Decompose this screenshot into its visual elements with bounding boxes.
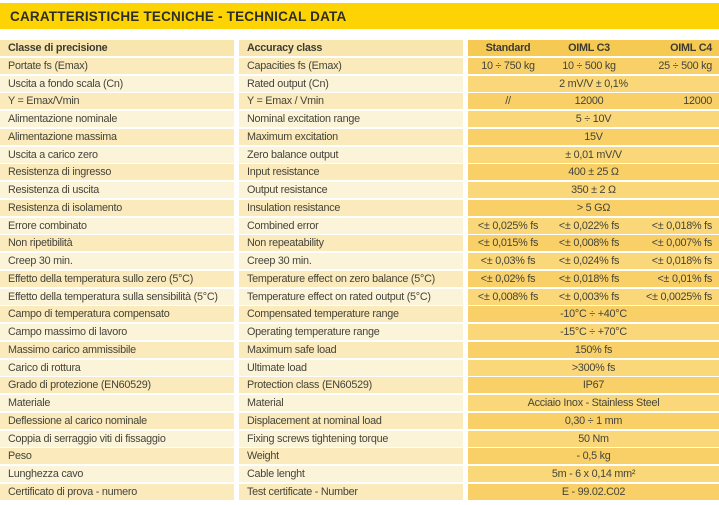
- value-oiml-c4: <± 0,01% fs: [657, 272, 712, 285]
- value-all-classes: 50 Nm: [578, 432, 609, 445]
- row-label-english: Capacities fs (Emax): [239, 58, 463, 74]
- row-label-english: Y = Emax / Vmin: [239, 93, 463, 109]
- value-standard: //: [505, 95, 511, 108]
- table-row: [0, 466, 719, 482]
- row-label-italian: Massimo carico ammissibile: [0, 342, 234, 358]
- value-all-classes: > 5 GΩ: [576, 201, 611, 214]
- row-values: [468, 466, 719, 482]
- row-label-english: Test certificate - Number: [239, 484, 463, 500]
- table-row: [0, 200, 719, 216]
- value-all-classes: >300% fs: [571, 361, 616, 374]
- row-values: [468, 413, 719, 429]
- row-label-english: Cable lenght: [239, 466, 463, 482]
- header-oiml-c4: OIML C4: [670, 42, 712, 54]
- table-row: [0, 324, 719, 340]
- row-label-italian: Campo di temperatura compensato: [0, 306, 234, 322]
- value-oiml-c3: <± 0,018% fs: [558, 272, 620, 285]
- row-label-english: Temperature effect on rated output (5°C): [239, 289, 463, 305]
- row-values: [468, 360, 719, 376]
- value-standard: <± 0,008% fs: [477, 290, 539, 303]
- value-oiml-c3: <± 0,008% fs: [558, 237, 620, 250]
- row-label-italian: Resistenza di isolamento: [0, 200, 234, 216]
- table-row: [0, 218, 719, 234]
- row-label-english: Weight: [239, 448, 463, 464]
- table-row: [0, 431, 719, 447]
- row-label-italian: Creep 30 min.: [0, 253, 234, 269]
- table-row: [0, 93, 719, 109]
- row-values: [468, 93, 719, 109]
- value-all-classes: 5m - 6 x 0,14 mm²: [551, 468, 636, 480]
- row-values: [468, 395, 719, 411]
- page-title: CARATTERISTICHE TECNICHE - TECHNICAL DATA: [10, 8, 347, 24]
- value-all-classes: 0,30 ÷ 1 mm: [564, 414, 623, 427]
- value-oiml-c4: <± 0,0025% fs: [645, 290, 712, 303]
- table-row: [0, 413, 719, 429]
- value-all-classes: 400 ± 25 Ω: [568, 166, 619, 179]
- table-row: [0, 342, 719, 358]
- value-standard: <± 0,025% fs: [477, 219, 539, 232]
- row-values: [468, 76, 719, 92]
- row-label-italian: Materiale: [0, 395, 234, 411]
- row-label-italian: Alimentazione nominale: [0, 111, 234, 127]
- value-standard: <± 0,015% fs: [477, 237, 539, 250]
- row-values: [468, 147, 719, 163]
- header-oiml-c3: OIML C3: [568, 42, 610, 54]
- value-standard: 10 ÷ 750 kg: [481, 59, 535, 72]
- row-label-italian: Effetto della temperatura sullo zero (5°C): [0, 271, 234, 287]
- row-label-english: Displacement at nominal load: [239, 413, 463, 429]
- row-values: [468, 289, 719, 305]
- row-label-italian: Portate fs (Emax): [0, 58, 234, 74]
- row-label-italian: Y = Emax/Vmin: [0, 93, 234, 109]
- value-standard: <± 0,03% fs: [480, 255, 536, 267]
- row-label-english: Nominal excitation range: [239, 111, 463, 127]
- row-label-italian: Resistenza di uscita: [0, 182, 234, 198]
- technical-data-table: [0, 40, 719, 500]
- value-oiml-c4: <± 0,007% fs: [651, 237, 712, 250]
- row-label-english: Zero balance output: [239, 147, 463, 163]
- row-label-italian: Lunghezza cavo: [0, 466, 234, 482]
- row-values: [468, 129, 719, 145]
- row-values: [468, 200, 719, 216]
- table-row: [0, 377, 719, 393]
- table-row: [0, 289, 719, 305]
- row-values: [468, 253, 719, 269]
- row-label-italian: Deflessione al carico nominale: [0, 413, 234, 429]
- table-row: [0, 182, 719, 198]
- row-values: [468, 431, 719, 447]
- row-label-english: Non repeatability: [239, 235, 463, 251]
- table-row: [0, 360, 719, 376]
- value-all-classes: E - 99.02.C02: [561, 485, 626, 498]
- value-oiml-c4: 25 ÷ 500 kg: [658, 59, 712, 72]
- row-values: [468, 218, 719, 234]
- header-standard: Standard: [485, 42, 531, 54]
- table-row: [0, 271, 719, 287]
- row-label-english: Input resistance: [239, 164, 463, 180]
- table-row: [0, 147, 719, 163]
- value-all-classes: 15V: [584, 130, 603, 143]
- value-all-classes: Acciaio Inox - Stainless Steel: [527, 397, 660, 409]
- table-row: [0, 164, 719, 180]
- table-row: [0, 306, 719, 322]
- value-oiml-c3: <± 0,024% fs: [558, 255, 620, 267]
- row-values: [468, 342, 719, 358]
- value-oiml-c3: <± 0,022% fs: [558, 219, 620, 232]
- row-label-english: Protection class (EN60529): [239, 377, 463, 393]
- row-label-italian: Carico di rottura: [0, 360, 234, 376]
- row-label-english: Operating temperature range: [239, 324, 463, 340]
- value-all-classes: 5 ÷ 10V: [575, 113, 612, 125]
- table-row: [0, 76, 719, 92]
- value-all-classes: -15°C ÷ +70°C: [560, 326, 627, 338]
- row-values: [468, 484, 719, 500]
- value-all-classes: - 0,5 kg: [576, 450, 611, 463]
- value-oiml-c4: <± 0,018% fs: [651, 255, 712, 267]
- table-row: [0, 58, 719, 74]
- table-row: [0, 235, 719, 251]
- row-values: [468, 235, 719, 251]
- row-label-italian: Uscita a carico zero: [0, 147, 234, 163]
- row-label-english: Rated output (Cn): [239, 76, 463, 92]
- value-all-classes: IP67: [582, 379, 605, 392]
- row-label-italian: Errore combinato: [0, 218, 234, 234]
- header-accuracy-class-english: Accuracy class: [239, 40, 463, 56]
- row-values: [468, 324, 719, 340]
- table-row: [0, 448, 719, 464]
- table-header-row: [0, 40, 719, 56]
- row-values: [468, 58, 719, 74]
- row-label-english: Insulation resistance: [239, 200, 463, 216]
- value-all-classes: 150% fs: [574, 343, 613, 356]
- row-label-italian: Certificato di prova - numero: [0, 484, 234, 500]
- value-standard: <± 0,02% fs: [480, 272, 536, 285]
- header-accuracy-class-italian: Classe di precisione: [0, 40, 234, 56]
- row-label-italian: Coppia di serraggio viti di fissaggio: [0, 431, 234, 447]
- value-oiml-c4: 12000: [683, 95, 712, 108]
- row-label-english: Maximum safe load: [239, 342, 463, 358]
- row-values: [468, 164, 719, 180]
- value-all-classes: ± 0,01 mV/V: [565, 148, 622, 161]
- row-label-italian: Resistenza di ingresso: [0, 164, 234, 180]
- table-row: [0, 253, 719, 269]
- row-label-italian: Campo massimo di lavoro: [0, 324, 234, 340]
- row-values: [468, 448, 719, 464]
- row-values: [468, 182, 719, 198]
- value-all-classes: 350 ± 2 Ω: [571, 184, 616, 196]
- row-label-english: Compensated temperature range: [239, 306, 463, 322]
- value-all-classes: 2 mV/V ± 0,1%: [559, 77, 628, 90]
- table-row: [0, 129, 719, 145]
- row-values: [468, 111, 719, 127]
- row-label-english: Fixing screws tightening torque: [239, 431, 463, 447]
- row-label-english: Temperature effect on zero balance (5°C): [239, 271, 463, 287]
- row-label-english: Maximum excitation: [239, 129, 463, 145]
- row-label-english: Creep 30 min.: [239, 253, 463, 269]
- table-row: [0, 111, 719, 127]
- header-value-columns: [468, 40, 719, 56]
- value-oiml-c4: <± 0,018% fs: [651, 219, 712, 232]
- value-oiml-c3: 12000: [574, 95, 604, 108]
- row-label-italian: Effetto della temperatura sulla sensibilità (5°C): [0, 289, 234, 305]
- row-label-italian: Uscita a fondo scala (Cn): [0, 76, 234, 92]
- row-values: [468, 271, 719, 287]
- row-values: [468, 377, 719, 393]
- value-all-classes: -10°C ÷ +40°C: [560, 308, 627, 321]
- row-label-english: Output resistance: [239, 182, 463, 198]
- table-row: [0, 484, 719, 500]
- row-label-italian: Peso: [0, 448, 234, 464]
- row-label-english: Ultimate load: [239, 360, 463, 376]
- value-oiml-c3: 10 ÷ 500 kg: [562, 59, 616, 72]
- row-label-english: Material: [239, 395, 463, 411]
- row-label-italian: Grado di protezione (EN60529): [0, 377, 234, 393]
- row-label-italian: Non ripetibilità: [0, 235, 234, 251]
- title-bar: [0, 3, 719, 29]
- row-label-english: Combined error: [239, 218, 463, 234]
- value-oiml-c3: <± 0,003% fs: [558, 290, 620, 303]
- row-label-italian: Alimentazione massima: [0, 129, 234, 145]
- row-values: [468, 306, 719, 322]
- table-row: [0, 395, 719, 411]
